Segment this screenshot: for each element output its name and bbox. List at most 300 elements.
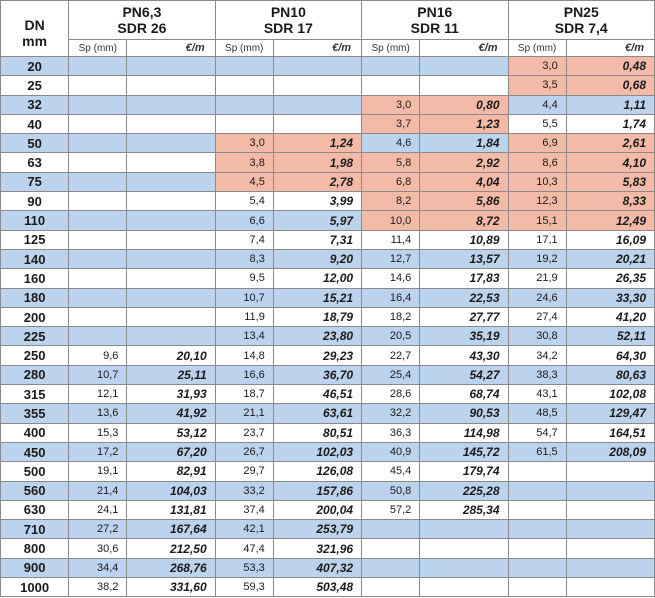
wall-thickness-cell (215, 114, 273, 133)
wall-thickness-cell (508, 481, 566, 500)
wall-thickness-cell: 28,6 (362, 385, 420, 404)
wall-thickness-cell: 47,4 (215, 539, 273, 558)
wall-thickness-cell (362, 520, 420, 539)
wall-thickness-cell: 26,7 (215, 442, 273, 461)
wall-thickness-cell: 3,0 (215, 134, 273, 153)
wall-thickness-cell: 10,7 (69, 365, 127, 384)
wall-thickness-cell: 27,2 (69, 520, 127, 539)
wall-thickness-cell: 21,4 (69, 481, 127, 500)
price-cell: 41,20 (566, 307, 654, 326)
dn-cell: 280 (1, 365, 69, 384)
wall-thickness-cell (508, 462, 566, 481)
price-cell (127, 249, 215, 268)
wall-thickness-cell: 3,8 (215, 153, 273, 172)
price-cell: 35,19 (420, 327, 508, 346)
wall-thickness-cell (69, 172, 127, 191)
price-cell (127, 114, 215, 133)
price-cell (127, 95, 215, 114)
table-row (1, 211, 655, 230)
price-cell (127, 192, 215, 211)
price-cell: 126,08 (273, 462, 361, 481)
price-cell (420, 76, 508, 95)
wall-thickness-cell: 36,3 (362, 423, 420, 442)
table-row (1, 288, 655, 307)
dn-cell: 160 (1, 269, 69, 288)
price-cell: 253,79 (273, 520, 361, 539)
wall-thickness-cell: 4,5 (215, 172, 273, 191)
group-sdr-label: SDR 7,4 (554, 20, 608, 36)
price-cell (566, 481, 654, 500)
price-cell: 5,86 (420, 192, 508, 211)
price-cell: 102,03 (273, 442, 361, 461)
wall-thickness-cell: 19,1 (69, 462, 127, 481)
wall-thickness-cell: 13,6 (69, 404, 127, 423)
dn-header-label: DN (24, 16, 45, 33)
group-pn-label: PN25 (563, 4, 599, 20)
wall-thickness-cell (69, 249, 127, 268)
price-cell: 8,72 (420, 211, 508, 230)
price-cell (566, 500, 654, 519)
price-cell: 179,74 (420, 462, 508, 481)
table-row (1, 249, 655, 268)
wall-thickness-cell (69, 192, 127, 211)
price-cell (127, 57, 215, 76)
group-header-pn10 (215, 1, 361, 40)
group-sdr-label: SDR 17 (263, 20, 313, 36)
table-row (1, 76, 655, 95)
wall-thickness-cell (362, 76, 420, 95)
price-cell: 2,61 (566, 134, 654, 153)
wall-thickness-cell: 59,3 (215, 578, 273, 597)
price-cell: 43,30 (420, 346, 508, 365)
price-cell: 503,48 (273, 578, 361, 597)
price-cell: 17,83 (420, 269, 508, 288)
price-cell (127, 230, 215, 249)
price-cell: 16,09 (566, 230, 654, 249)
table-row (1, 385, 655, 404)
price-cell (566, 462, 654, 481)
dn-cell: 180 (1, 288, 69, 307)
price-cell: 3,99 (273, 192, 361, 211)
price-cell: 129,47 (566, 404, 654, 423)
wall-thickness-cell (69, 134, 127, 153)
wall-thickness-cell: 37,4 (215, 500, 273, 519)
wall-thickness-cell: 15,1 (508, 211, 566, 230)
price-cell: 2,78 (273, 172, 361, 191)
wall-thickness-cell: 18,2 (362, 307, 420, 326)
table-body (1, 57, 655, 597)
wall-thickness-cell: 15,3 (69, 423, 127, 442)
wall-thickness-cell (69, 153, 127, 172)
wall-thickness-cell: 17,2 (69, 442, 127, 461)
table-row (1, 423, 655, 442)
wall-thickness-cell: 38,2 (69, 578, 127, 597)
table-row (1, 57, 655, 76)
wall-thickness-cell: 45,4 (362, 462, 420, 481)
price-cell: 4,10 (566, 153, 654, 172)
group-sdr-label: SDR 26 (117, 20, 167, 36)
price-cell: 53,12 (127, 423, 215, 442)
table-row (1, 95, 655, 114)
wall-thickness-cell: 7,4 (215, 230, 273, 249)
price-cell: 131,81 (127, 500, 215, 519)
price-cell: 67,20 (127, 442, 215, 461)
price-cell: 63,61 (273, 404, 361, 423)
wall-thickness-cell: 3,5 (508, 76, 566, 95)
wall-thickness-cell: 12,1 (69, 385, 127, 404)
dn-cell: 20 (1, 57, 69, 76)
wall-thickness-cell: 21,1 (215, 404, 273, 423)
dn-cell: 75 (1, 172, 69, 191)
wall-thickness-cell (69, 211, 127, 230)
price-cell: 33,30 (566, 288, 654, 307)
table-row (1, 539, 655, 558)
table-row (1, 346, 655, 365)
dn-cell: 630 (1, 500, 69, 519)
sp-column-header: Sp (mm) (69, 40, 127, 57)
price-cell: 200,04 (273, 500, 361, 519)
wall-thickness-cell: 18,7 (215, 385, 273, 404)
group-pn-label: PN6,3 (122, 4, 162, 20)
dn-cell: 500 (1, 462, 69, 481)
wall-thickness-cell (508, 500, 566, 519)
price-cell: 20,21 (566, 249, 654, 268)
dn-cell: 32 (1, 95, 69, 114)
group-pn-label: PN16 (417, 4, 453, 20)
wall-thickness-cell: 8,3 (215, 249, 273, 268)
wall-thickness-cell: 30,8 (508, 327, 566, 346)
wall-thickness-cell: 6,9 (508, 134, 566, 153)
price-cell: 167,64 (127, 520, 215, 539)
dn-cell: 355 (1, 404, 69, 423)
price-cell: 212,50 (127, 539, 215, 558)
wall-thickness-cell: 10,7 (215, 288, 273, 307)
price-cell: 80,51 (273, 423, 361, 442)
wall-thickness-cell: 8,2 (362, 192, 420, 211)
wall-thickness-cell: 10,3 (508, 172, 566, 191)
dn-cell: 200 (1, 307, 69, 326)
price-cell: 225,28 (420, 481, 508, 500)
dn-cell: 560 (1, 481, 69, 500)
price-cell: 0,48 (566, 57, 654, 76)
wall-thickness-cell (508, 520, 566, 539)
price-cell: 9,20 (273, 249, 361, 268)
wall-thickness-cell: 40,9 (362, 442, 420, 461)
wall-thickness-cell: 4,6 (362, 134, 420, 153)
group-header-pn63 (69, 1, 215, 40)
table-row (1, 578, 655, 597)
price-cell: 23,80 (273, 327, 361, 346)
price-cell (273, 57, 361, 76)
wall-thickness-cell (508, 558, 566, 577)
price-cell: 31,93 (127, 385, 215, 404)
dn-cell: 250 (1, 346, 69, 365)
price-cell: 5,97 (273, 211, 361, 230)
dn-header-unit: mm (22, 32, 48, 49)
price-cell: 25,11 (127, 365, 215, 384)
price-cell (566, 558, 654, 577)
wall-thickness-cell: 13,4 (215, 327, 273, 346)
wall-thickness-cell: 16,4 (362, 288, 420, 307)
price-cell: 20,10 (127, 346, 215, 365)
table-row (1, 269, 655, 288)
table-row (1, 327, 655, 346)
price-cell: 12,00 (273, 269, 361, 288)
price-cell: 4,04 (420, 172, 508, 191)
price-cell (127, 269, 215, 288)
group-sdr-label: SDR 11 (410, 20, 459, 36)
price-cell: 1,84 (420, 134, 508, 153)
price-column-header: €/m (127, 40, 215, 57)
dn-cell: 400 (1, 423, 69, 442)
group-header-pn25 (508, 1, 654, 40)
dn-cell: 710 (1, 520, 69, 539)
price-cell (127, 327, 215, 346)
table-row (1, 230, 655, 249)
price-cell: 8,33 (566, 192, 654, 211)
price-cell: 90,53 (420, 404, 508, 423)
table-row (1, 192, 655, 211)
price-cell: 15,21 (273, 288, 361, 307)
wall-thickness-cell: 50,8 (362, 481, 420, 500)
price-cell: 64,30 (566, 346, 654, 365)
price-cell: 68,74 (420, 385, 508, 404)
wall-thickness-cell: 12,3 (508, 192, 566, 211)
wall-thickness-cell: 3,7 (362, 114, 420, 133)
price-cell: 2,92 (420, 153, 508, 172)
wall-thickness-cell (69, 76, 127, 95)
table-row (1, 462, 655, 481)
table-row (1, 365, 655, 384)
dn-cell: 110 (1, 211, 69, 230)
dn-cell: 90 (1, 192, 69, 211)
price-cell (127, 172, 215, 191)
price-cell: 164,51 (566, 423, 654, 442)
price-cell: 104,03 (127, 481, 215, 500)
wall-thickness-cell: 10,0 (362, 211, 420, 230)
price-cell (127, 307, 215, 326)
price-cell: 26,35 (566, 269, 654, 288)
price-cell (127, 153, 215, 172)
wall-thickness-cell: 3,0 (362, 95, 420, 114)
wall-thickness-cell (69, 288, 127, 307)
wall-thickness-cell: 6,6 (215, 211, 273, 230)
price-cell (273, 95, 361, 114)
dn-cell: 140 (1, 249, 69, 268)
wall-thickness-cell: 17,1 (508, 230, 566, 249)
wall-thickness-cell: 24,6 (508, 288, 566, 307)
price-cell: 114,98 (420, 423, 508, 442)
dn-cell: 50 (1, 134, 69, 153)
wall-thickness-cell: 5,4 (215, 192, 273, 211)
wall-thickness-cell (69, 95, 127, 114)
price-cell: 54,27 (420, 365, 508, 384)
wall-thickness-cell: 57,2 (362, 500, 420, 519)
price-cell (127, 134, 215, 153)
price-column-header: €/m (273, 40, 361, 57)
table-row (1, 481, 655, 500)
wall-thickness-cell: 19,2 (508, 249, 566, 268)
wall-thickness-cell: 32,2 (362, 404, 420, 423)
table-row (1, 153, 655, 172)
wall-thickness-cell: 30,6 (69, 539, 127, 558)
price-cell: 36,70 (273, 365, 361, 384)
wall-thickness-cell: 21,9 (508, 269, 566, 288)
price-cell: 1,74 (566, 114, 654, 133)
wall-thickness-cell: 5,8 (362, 153, 420, 172)
wall-thickness-cell (362, 539, 420, 558)
wall-thickness-cell: 8,6 (508, 153, 566, 172)
price-cell: 7,31 (273, 230, 361, 249)
price-cell (127, 76, 215, 95)
dn-header (1, 1, 69, 57)
price-cell: 5,83 (566, 172, 654, 191)
price-cell (273, 114, 361, 133)
price-cell (420, 578, 508, 597)
dn-cell: 25 (1, 76, 69, 95)
price-cell: 13,57 (420, 249, 508, 268)
price-cell: 18,79 (273, 307, 361, 326)
wall-thickness-cell (362, 57, 420, 76)
wall-thickness-cell (215, 57, 273, 76)
price-cell: 331,60 (127, 578, 215, 597)
wall-thickness-cell: 27,4 (508, 307, 566, 326)
wall-thickness-cell: 9,5 (215, 269, 273, 288)
dn-cell: 450 (1, 442, 69, 461)
wall-thickness-cell (508, 539, 566, 558)
wall-thickness-cell: 54,7 (508, 423, 566, 442)
dn-cell: 1000 (1, 578, 69, 597)
price-cell: 321,96 (273, 539, 361, 558)
dn-cell: 63 (1, 153, 69, 172)
dn-cell: 125 (1, 230, 69, 249)
price-cell: 46,51 (273, 385, 361, 404)
wall-thickness-cell (215, 95, 273, 114)
wall-thickness-cell: 53,3 (215, 558, 273, 577)
price-cell: 285,34 (420, 500, 508, 519)
dn-cell: 225 (1, 327, 69, 346)
table-row (1, 134, 655, 153)
price-cell: 22,53 (420, 288, 508, 307)
price-cell (420, 539, 508, 558)
dn-cell: 40 (1, 114, 69, 133)
wall-thickness-cell: 33,2 (215, 481, 273, 500)
table-row (1, 500, 655, 519)
wall-thickness-cell: 11,9 (215, 307, 273, 326)
sp-column-header: Sp (mm) (362, 40, 420, 57)
table-row (1, 172, 655, 191)
wall-thickness-cell: 12,7 (362, 249, 420, 268)
wall-thickness-cell: 38,3 (508, 365, 566, 384)
price-cell: 1,11 (566, 95, 654, 114)
price-cell (566, 539, 654, 558)
price-cell (420, 558, 508, 577)
sp-column-header: Sp (mm) (508, 40, 566, 57)
price-cell: 29,23 (273, 346, 361, 365)
wall-thickness-cell (69, 269, 127, 288)
wall-thickness-cell (215, 76, 273, 95)
wall-thickness-cell: 43,1 (508, 385, 566, 404)
wall-thickness-cell: 34,2 (508, 346, 566, 365)
table-row (1, 558, 655, 577)
dn-cell: 900 (1, 558, 69, 577)
wall-thickness-cell (69, 230, 127, 249)
price-cell: 102,08 (566, 385, 654, 404)
price-cell: 268,76 (127, 558, 215, 577)
wall-thickness-cell: 23,7 (215, 423, 273, 442)
price-cell: 12,49 (566, 211, 654, 230)
wall-thickness-cell: 6,8 (362, 172, 420, 191)
table-row (1, 114, 655, 133)
group-pn-label: PN10 (270, 4, 306, 20)
price-cell: 1,23 (420, 114, 508, 133)
group-header-pn16 (362, 1, 508, 40)
wall-thickness-cell: 16,6 (215, 365, 273, 384)
price-column-header: €/m (566, 40, 654, 57)
wall-thickness-cell (508, 578, 566, 597)
price-cell: 27,77 (420, 307, 508, 326)
wall-thickness-cell (362, 558, 420, 577)
wall-thickness-cell: 48,5 (508, 404, 566, 423)
price-cell: 82,91 (127, 462, 215, 481)
wall-thickness-cell: 5,5 (508, 114, 566, 133)
wall-thickness-cell: 20,5 (362, 327, 420, 346)
wall-thickness-cell: 42,1 (215, 520, 273, 539)
price-cell: 157,86 (273, 481, 361, 500)
wall-thickness-cell (69, 307, 127, 326)
wall-thickness-cell: 61,5 (508, 442, 566, 461)
table-row (1, 520, 655, 539)
price-cell: 52,11 (566, 327, 654, 346)
wall-thickness-cell: 34,4 (69, 558, 127, 577)
wall-thickness-cell: 11,4 (362, 230, 420, 249)
price-cell: 80,63 (566, 365, 654, 384)
price-cell: 0,80 (420, 95, 508, 114)
wall-thickness-cell: 24,1 (69, 500, 127, 519)
dn-cell: 800 (1, 539, 69, 558)
wall-thickness-cell (69, 114, 127, 133)
wall-thickness-cell: 29,7 (215, 462, 273, 481)
price-cell: 1,24 (273, 134, 361, 153)
price-cell: 41,92 (127, 404, 215, 423)
table-row (1, 307, 655, 326)
wall-thickness-cell (69, 57, 127, 76)
sp-column-header: Sp (mm) (215, 40, 273, 57)
price-cell (127, 288, 215, 307)
dn-cell: 315 (1, 385, 69, 404)
price-cell (273, 76, 361, 95)
wall-thickness-cell: 14,8 (215, 346, 273, 365)
price-cell: 145,72 (420, 442, 508, 461)
wall-thickness-cell: 14,6 (362, 269, 420, 288)
wall-thickness-cell: 4,4 (508, 95, 566, 114)
table-row (1, 404, 655, 423)
wall-thickness-cell: 9,6 (69, 346, 127, 365)
wall-thickness-cell: 22,7 (362, 346, 420, 365)
price-cell: 1,98 (273, 153, 361, 172)
price-cell: 10,89 (420, 230, 508, 249)
price-cell: 0,68 (566, 76, 654, 95)
price-cell (566, 520, 654, 539)
price-cell (420, 57, 508, 76)
price-column-header: €/m (420, 40, 508, 57)
wall-thickness-cell: 3,0 (508, 57, 566, 76)
price-cell: 407,32 (273, 558, 361, 577)
price-cell (420, 520, 508, 539)
wall-thickness-cell (69, 327, 127, 346)
price-cell (127, 211, 215, 230)
wall-thickness-cell: 25,4 (362, 365, 420, 384)
